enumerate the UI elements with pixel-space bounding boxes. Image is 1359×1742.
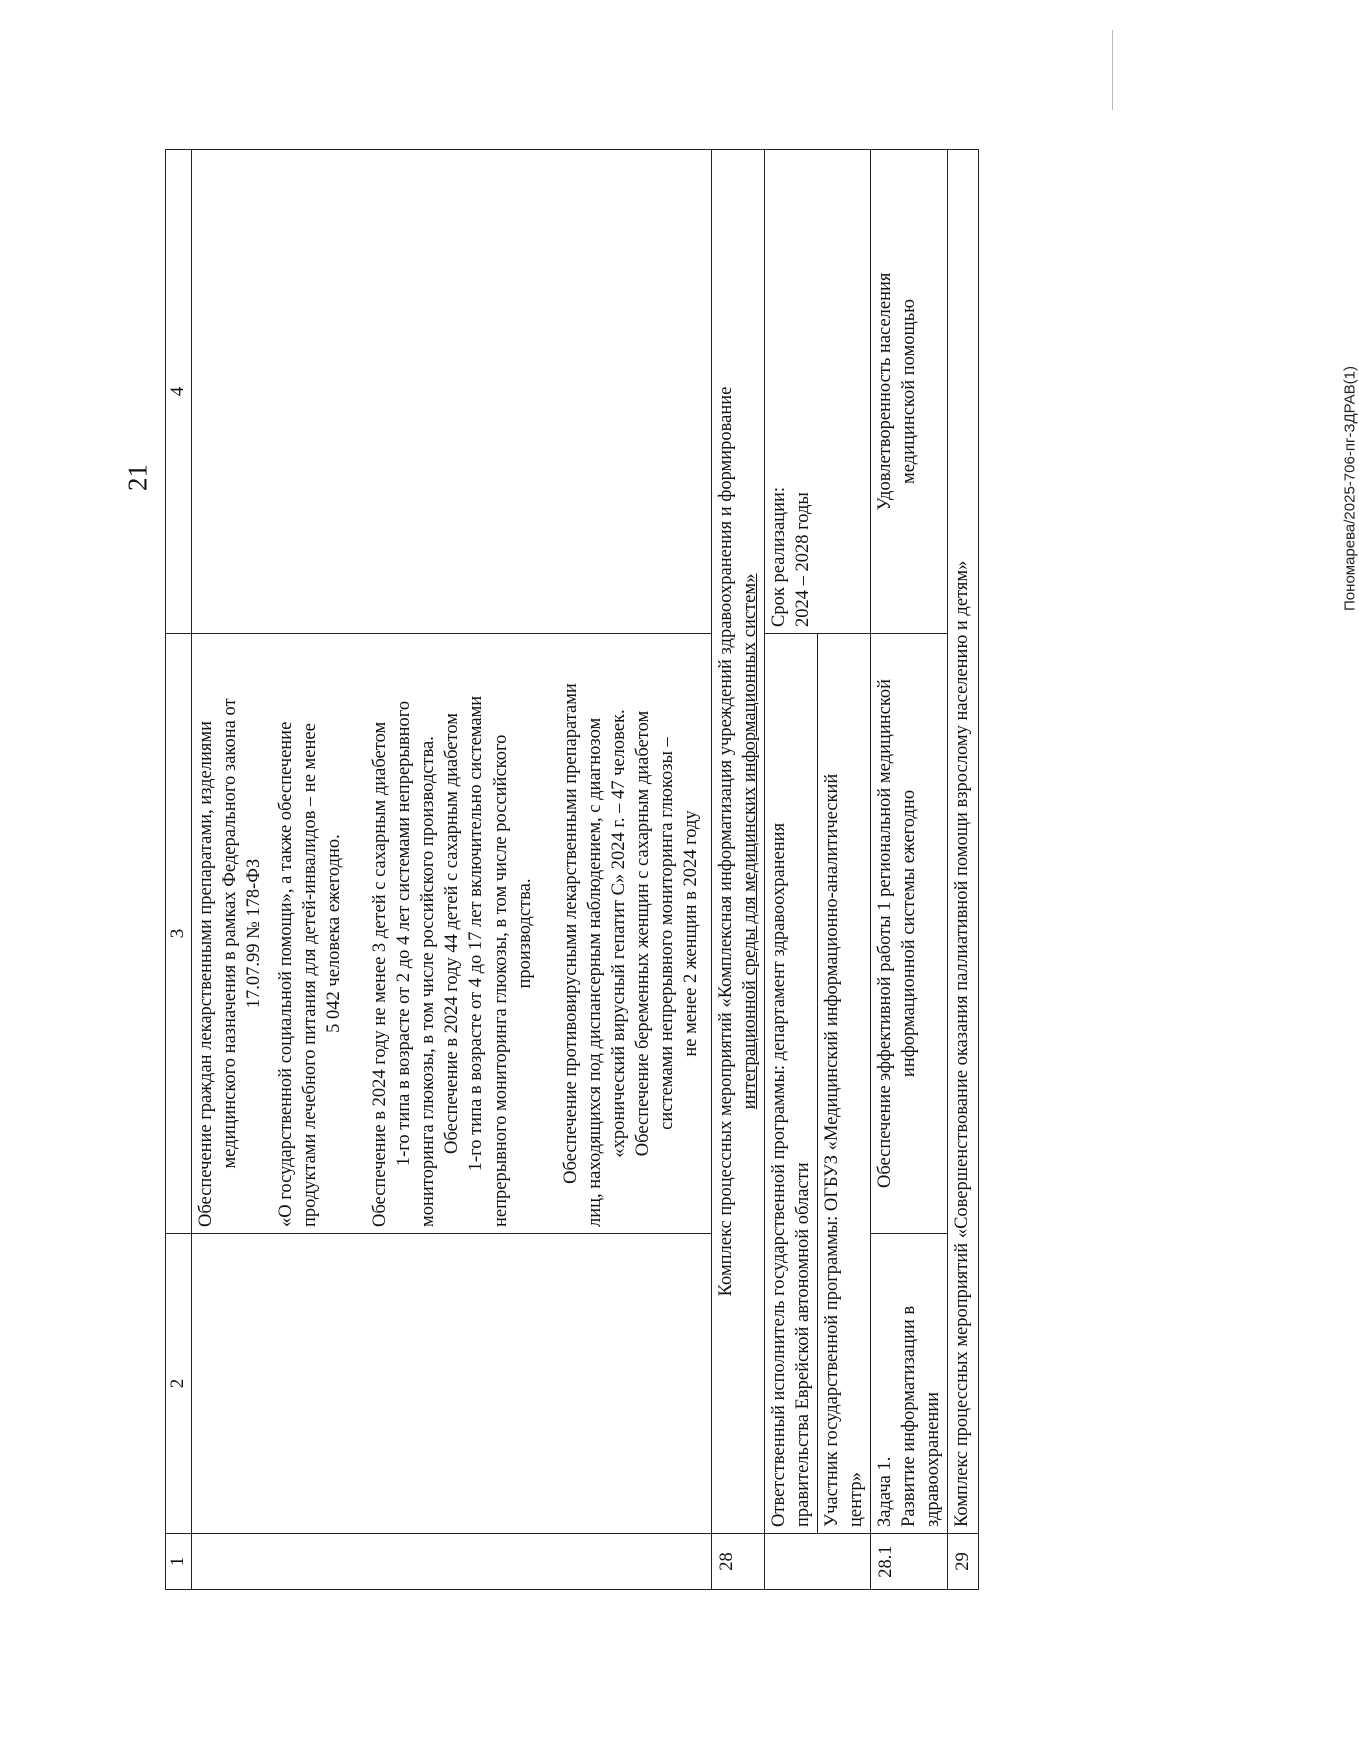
table-row-28-1 <box>871 150 948 1590</box>
continued-col-2 <box>192 1234 712 1534</box>
text-line: производства. <box>514 878 535 989</box>
text-line: интеграционной среды для медицинских информационных систем» <box>739 573 760 1110</box>
row-number: 28.1 <box>871 1534 948 1590</box>
text-block-diabetes-children <box>368 640 536 1227</box>
text-line: «хронический вирусный гепатит С» 2024 г. – 47 человек. <box>608 709 629 1158</box>
text-line: Обеспечение беременных женщин с сахарным диабетом <box>632 710 653 1157</box>
text-line: лиц, находящихся под диспансерным наблюдением, с диагнозом <box>584 717 605 1227</box>
text-line: Развитие информатизации в <box>899 1305 920 1527</box>
text-line: здравоохранении <box>923 1391 944 1527</box>
text-line: Удовлетворенность населения <box>875 272 896 511</box>
text-line: «О государственной социальной помощи», а также обеспечение <box>276 721 297 1227</box>
text-line: мониторинга глюкозы, в том числе российского производства. <box>418 736 439 1227</box>
complex-title-29: Комплекс процессных мероприятий «Совершенствование оказания паллиативной помощи взрослому населению и детям» <box>948 150 979 1534</box>
program-participant <box>818 634 871 1534</box>
text-line: Срок реализации: <box>768 486 789 627</box>
text-line: правительства Еврейской автономной области <box>793 1162 814 1527</box>
text-line: Обеспечение противовирусными лекарственными препаратами <box>560 683 581 1184</box>
text-block-lgot <box>194 640 346 1227</box>
document-code-stamp: Пономарева/2025-706-пг-ЗДРАВ(1) <box>1341 366 1359 611</box>
text-line: Обеспечение в 2024 году не менее 3 детей с сахарным диабетом <box>370 721 391 1227</box>
text-line: центр» <box>846 1472 867 1527</box>
continued-col-1 <box>192 1534 712 1590</box>
text-line: Обеспечение в 2024 году 44 детей с сахарным диабетом <box>442 713 463 1154</box>
table-row-29 <box>948 150 979 1590</box>
text-line: 1-го типа в возрасте от 4 до 17 лет включительно системами <box>466 695 487 1172</box>
text-line: медицинской помощью <box>899 299 920 484</box>
task-cell <box>871 1234 948 1534</box>
table-row-28 <box>711 150 764 1590</box>
text-line: 1-го типа в возрасте от 2 до 4 лет системами непрерывного <box>394 700 415 1167</box>
page-number: 21 <box>122 464 153 491</box>
table-row-continued <box>192 150 712 1590</box>
text-line: Ответственный исполнитель государственной программы: департамент здравоохранения <box>768 822 789 1527</box>
text-line: медицинского назначения в рамках Федерального закона от <box>220 698 241 1169</box>
complex-title-28 <box>711 150 764 1534</box>
text-line: непрерывного мониторинга глюкозы, в том числе российского <box>490 734 511 1227</box>
indicator-link-cell <box>871 150 948 634</box>
text-line: 2024 – 2028 годы <box>793 492 814 627</box>
text-line: Задача 1. <box>875 1456 896 1527</box>
program-table <box>165 149 979 1590</box>
text-line: 17.07.99 № 178-ФЗ <box>244 858 265 1009</box>
header-col-3: 3 <box>166 634 192 1234</box>
text-block-hepatitis <box>559 640 703 1227</box>
text-line: системами непрерывного мониторинга глюкозы – <box>656 737 677 1130</box>
responsible-executor <box>764 634 817 1534</box>
text-line: не менее 2 женщин в 2024 году <box>680 810 701 1057</box>
continued-col-3 <box>192 634 712 1234</box>
text-line: 5 042 человека ежегодно. <box>324 834 345 1033</box>
table-row-responsible <box>764 150 817 1590</box>
text-line: Участник государственной программы: ОГБУЗ «Медицинский информационно-аналитический <box>822 773 843 1527</box>
implementation-term <box>764 150 870 634</box>
text-line: Комплекс процессных мероприятий «Комплексная информатизация учреждений здравоохранения и формирование <box>715 386 736 1297</box>
text-line: продуктами лечебного питания для детей-инвалидов – не менее <box>300 723 321 1227</box>
text-line: информационной системы ежегодно <box>899 789 920 1078</box>
row-number: 28 <box>711 1534 764 1590</box>
empty-number-cell <box>764 1534 870 1590</box>
row-number: 29 <box>948 1534 979 1590</box>
table-header-row <box>166 150 192 1590</box>
header-col-4: 4 <box>166 150 192 634</box>
text-line: Обеспечение эффективной работы 1 региональной медицинской <box>875 678 896 1189</box>
scan-edge-line <box>1112 30 1113 110</box>
rotated-table-frame <box>165 150 985 1590</box>
header-col-2: 2 <box>166 1234 192 1534</box>
header-col-1: 1 <box>166 1534 192 1590</box>
continued-col-4 <box>192 150 712 634</box>
expected-result-cell <box>871 634 948 1234</box>
text-line: Обеспечение граждан лекарственными препаратами, изделиями <box>196 721 216 1227</box>
